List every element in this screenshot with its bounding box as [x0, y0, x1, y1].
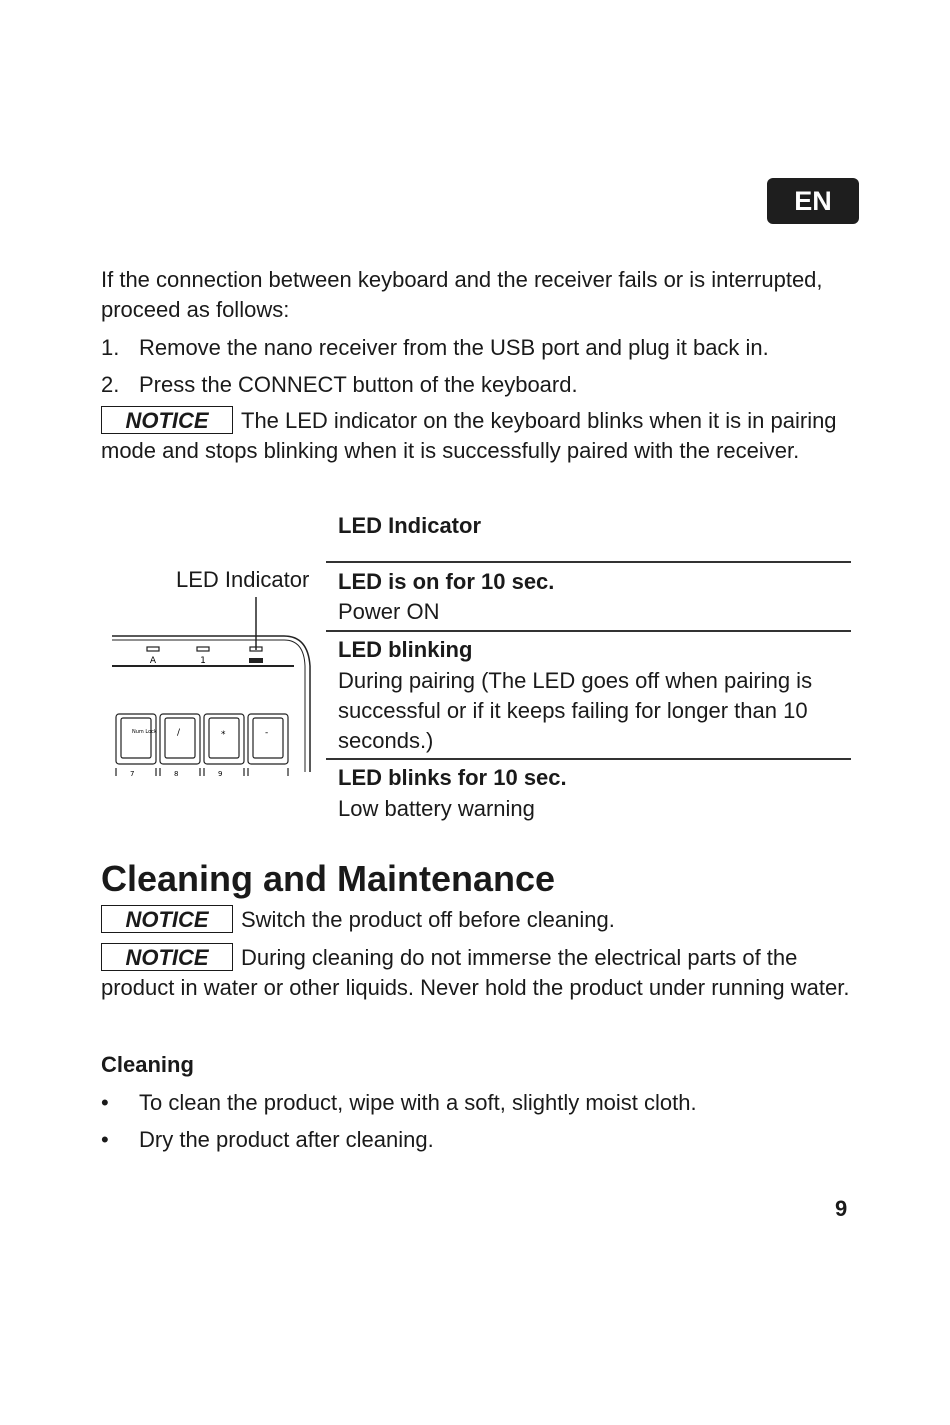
- notice-label: NOTICE: [101, 905, 233, 933]
- key-label: 7: [130, 770, 135, 777]
- page-number: 9: [835, 1196, 848, 1221]
- key-label: Num Lock: [132, 729, 157, 735]
- indicator-label: A: [149, 656, 157, 666]
- key-label: -: [265, 728, 269, 738]
- intro-paragraph: If the connection between keyboard and the receiver fails or is interrupted, proceed as follows:: [101, 267, 823, 322]
- bullet-icon: •: [101, 1090, 109, 1115]
- language-tab: EN: [767, 178, 859, 224]
- table-divider: [326, 630, 851, 632]
- table-divider: [326, 561, 851, 563]
- key-label: 8: [174, 770, 179, 777]
- led-row-title: LED is on for 10 sec.: [338, 569, 555, 594]
- notice-text: During cleaning do not immerse the electrical parts of the product in water or other liquids. Never hold the product under running water.: [101, 945, 850, 1000]
- led-row-desc: Power ON: [338, 599, 440, 624]
- step-text: Press the CONNECT button of the keyboard.: [139, 372, 578, 397]
- notice-paragraph: [101, 943, 851, 1003]
- figure-label: LED Indicator: [176, 567, 310, 592]
- step-number: 1.: [101, 335, 120, 360]
- step-text: Remove the nano receiver from the USB port and plug it back in.: [139, 335, 769, 360]
- key-label: 9: [218, 770, 223, 777]
- step-number: 2.: [101, 372, 120, 397]
- section-title: Cleaning and Maintenance: [101, 858, 556, 899]
- battery-icon: [249, 658, 263, 663]
- led-row-desc: During pairing (The LED goes off when pairing is successful or if it keeps failing for longer than 10 seconds.): [338, 668, 813, 753]
- notice-text: Switch the product off before cleaning.: [241, 907, 615, 932]
- num-lock-light: [197, 647, 209, 651]
- bullet-icon: •: [101, 1127, 109, 1152]
- led-row-title: LED blinks for 10 sec.: [338, 765, 567, 790]
- bullet-text: To clean the product, wipe with a soft, slightly moist cloth.: [139, 1090, 697, 1115]
- notice-label: NOTICE: [101, 943, 233, 971]
- notice-paragraph: [101, 406, 861, 466]
- bullet-text: Dry the product after cleaning.: [139, 1127, 434, 1152]
- table-divider: [326, 758, 851, 760]
- led-row-desc: Low battery warning: [338, 796, 535, 821]
- notice-label: NOTICE: [101, 406, 233, 434]
- keyboard-illustration: [108, 592, 318, 777]
- notice-text: The LED indicator on the keyboard blinks when it is in pairing mode and stops blinking when it is successfully paired with the receiver.: [101, 408, 837, 463]
- led-row-title: LED blinking: [338, 637, 473, 662]
- cleaning-title: Cleaning: [101, 1052, 194, 1077]
- key-label: *: [221, 730, 226, 740]
- notice-paragraph: [101, 905, 861, 935]
- key-label: /: [177, 728, 181, 738]
- caps-lock-light: [147, 647, 159, 651]
- led-table-header: LED Indicator: [338, 513, 482, 538]
- indicator-label: 1: [200, 656, 206, 666]
